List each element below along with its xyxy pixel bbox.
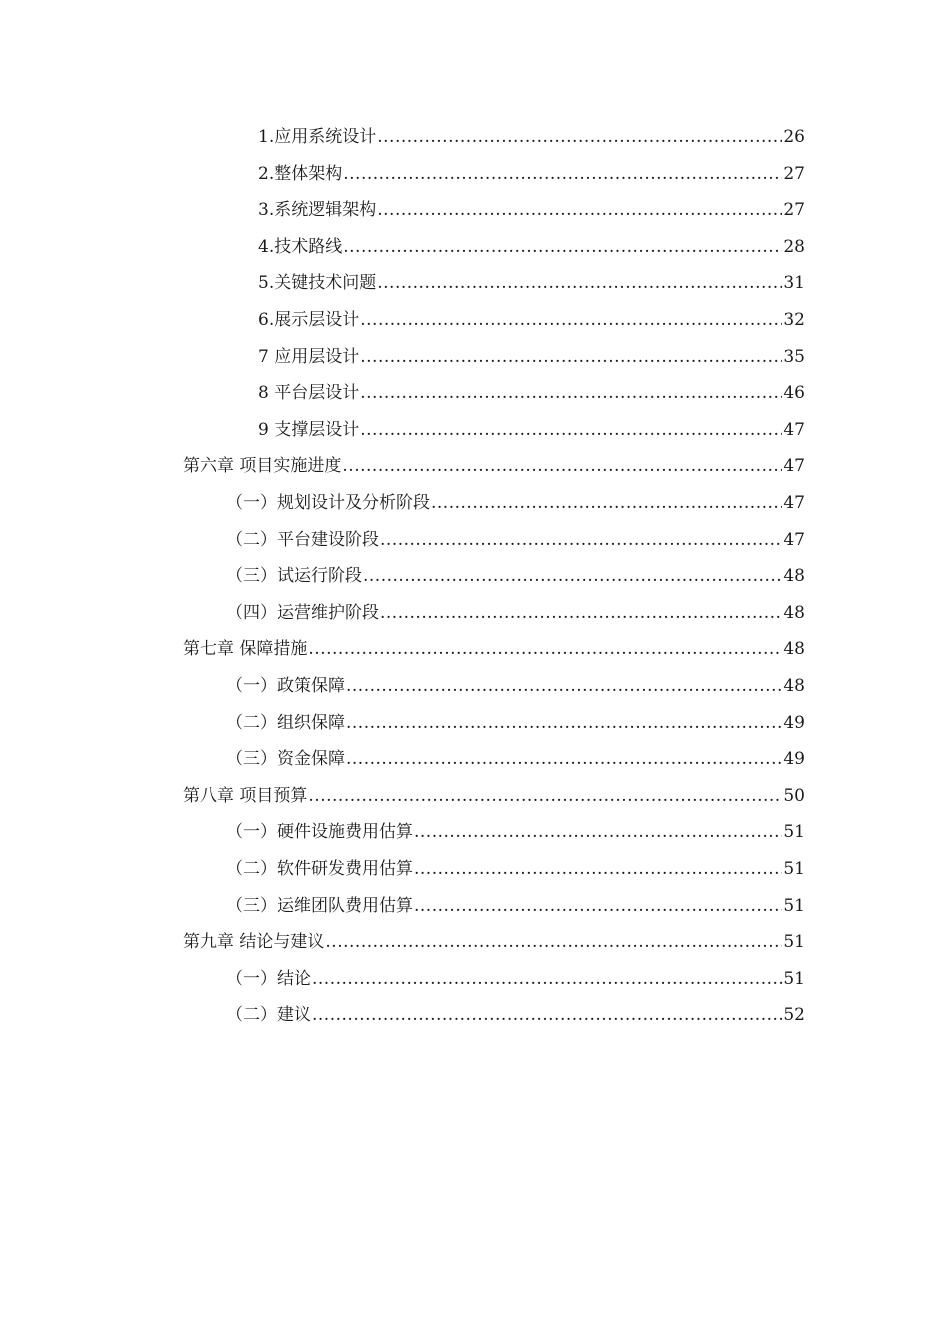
- toc-entry-title: （三）资金保障: [226, 749, 345, 770]
- toc-entry-title: （二）平台建设阶段: [226, 529, 379, 550]
- toc-leader-dots: [414, 851, 782, 887]
- toc-entry[interactable]: [258, 119, 805, 155]
- toc-entry-title: （四）运营维护阶段: [226, 602, 379, 623]
- toc-entry-title: （一）硬件设施费用估算: [226, 822, 413, 843]
- toc-entry-page-number: 47: [783, 456, 805, 477]
- toc-entry-title: （一）政策保障: [226, 676, 345, 696]
- toc-entry-page-number: 51: [783, 895, 805, 916]
- toc-entry-title: （三）运维团队费用估算: [226, 895, 413, 916]
- toc-leader-dots: [343, 229, 782, 265]
- toc-entry-title: （一）结论: [226, 968, 311, 989]
- toc-leader-dots: [308, 778, 782, 814]
- toc-entry-title: 8 平台层设计: [258, 383, 360, 404]
- toc-entry-page-number: 52: [783, 1005, 805, 1026]
- toc-entry-page-number: 47: [783, 529, 805, 550]
- toc-entry-title: 6.展示层设计: [258, 310, 360, 330]
- toc-leader-dots: [414, 814, 782, 850]
- toc-entry[interactable]: [226, 595, 805, 631]
- toc-entry[interactable]: [258, 265, 805, 301]
- toc-entry[interactable]: [183, 631, 805, 667]
- toc-entry-page-number: 51: [783, 822, 805, 843]
- toc-leader-dots: [431, 485, 782, 521]
- toc-entry-title: 第九章 结论与建议: [183, 932, 325, 953]
- toc-entry[interactable]: [226, 522, 805, 558]
- toc-leader-dots: [380, 595, 782, 631]
- toc-leader-dots: [363, 558, 782, 594]
- toc-leader-dots: [377, 265, 782, 301]
- toc-leader-dots: [312, 961, 782, 997]
- toc-entry[interactable]: [258, 302, 805, 338]
- toc-leader-dots: [346, 668, 782, 704]
- toc-entry[interactable]: [183, 778, 805, 814]
- toc-entry-page-number: 51: [783, 968, 805, 989]
- toc-entry-page-number: 51: [783, 859, 805, 879]
- toc-entry-page-number: 32: [783, 310, 805, 330]
- toc-entry[interactable]: [226, 888, 805, 924]
- toc-entry-title: （二）建议: [226, 1005, 311, 1026]
- toc-entry[interactable]: [226, 961, 805, 997]
- toc-entry-page-number: 48: [783, 566, 805, 587]
- toc-leader-dots: [377, 192, 782, 228]
- toc-entry[interactable]: [258, 192, 805, 228]
- toc-entry-title: 第七章 保障措施: [183, 639, 308, 660]
- toc-entry-page-number: 28: [783, 236, 805, 257]
- toc-leader-dots: [380, 522, 782, 558]
- toc-entry-title: 1.应用系统设计: [258, 127, 377, 147]
- toc-entry[interactable]: [226, 814, 805, 850]
- toc-entry-page-number: 26: [783, 127, 805, 147]
- toc-leader-dots: [360, 412, 782, 448]
- toc-entry[interactable]: [258, 412, 805, 448]
- toc-entry[interactable]: [226, 668, 805, 704]
- toc-entry[interactable]: [226, 997, 805, 1033]
- toc-leader-dots: [414, 888, 782, 924]
- toc-entry-title: 3.系统逻辑架构: [258, 200, 377, 221]
- toc-entry-title: 5.关键技术问题: [258, 273, 377, 294]
- toc-entry-title: （二）软件研发费用估算: [226, 859, 413, 879]
- toc-entry-page-number: 31: [783, 273, 805, 294]
- toc-entry[interactable]: [258, 339, 805, 375]
- toc-entry-title: 9 支撑层设计: [258, 419, 360, 440]
- toc-entry-title: （三）试运行阶段: [226, 566, 362, 587]
- toc-leader-dots: [360, 375, 782, 411]
- toc-entry[interactable]: [183, 924, 805, 960]
- toc-entry[interactable]: [226, 851, 805, 887]
- toc-entry-title: 4.技术路线: [258, 236, 343, 257]
- toc-leader-dots: [377, 119, 782, 155]
- toc-entry-page-number: 47: [783, 493, 805, 513]
- toc-entry-title: 第六章 项目实施进度: [183, 456, 342, 477]
- toc-entry[interactable]: [226, 558, 805, 594]
- toc-entry-page-number: 50: [783, 785, 805, 806]
- toc-entry[interactable]: [258, 375, 805, 411]
- toc-entry-page-number: 48: [783, 602, 805, 623]
- toc-entry-title: 2.整体架构: [258, 163, 343, 184]
- toc-leader-dots: [312, 997, 782, 1033]
- toc-entry-page-number: 51: [783, 932, 805, 953]
- toc-entry-title: 第八章 项目预算: [183, 785, 308, 806]
- toc-entry-page-number: 35: [783, 346, 805, 367]
- toc-entry-page-number: 47: [783, 419, 805, 440]
- toc-entry-page-number: 27: [783, 200, 805, 221]
- toc-leader-dots: [360, 339, 782, 375]
- toc-entry[interactable]: [258, 156, 805, 192]
- toc-entry-title: 7 应用层设计: [258, 346, 360, 367]
- toc-leader-dots: [343, 156, 782, 192]
- toc-leader-dots: [325, 924, 782, 960]
- toc-entry-page-number: 46: [783, 383, 805, 404]
- toc-entry-page-number: 48: [783, 639, 805, 660]
- toc-leader-dots: [342, 448, 782, 484]
- toc-entry-page-number: 49: [783, 712, 805, 733]
- toc-entry[interactable]: [226, 485, 805, 521]
- toc-leader-dots: [360, 302, 782, 338]
- toc-entry[interactable]: [258, 229, 805, 265]
- toc-entry-title: （二）组织保障: [226, 712, 345, 733]
- toc-entry[interactable]: [226, 705, 805, 741]
- toc-entry[interactable]: [183, 448, 805, 484]
- toc-leader-dots: [346, 705, 782, 741]
- toc-entry-page-number: 49: [783, 749, 805, 770]
- toc-entry-page-number: 27: [783, 163, 805, 184]
- toc-entry-page-number: 48: [783, 676, 805, 696]
- toc-leader-dots: [346, 741, 782, 777]
- toc-entry[interactable]: [226, 741, 805, 777]
- toc-leader-dots: [308, 631, 782, 667]
- toc-entry-title: （一）规划设计及分析阶段: [226, 493, 430, 513]
